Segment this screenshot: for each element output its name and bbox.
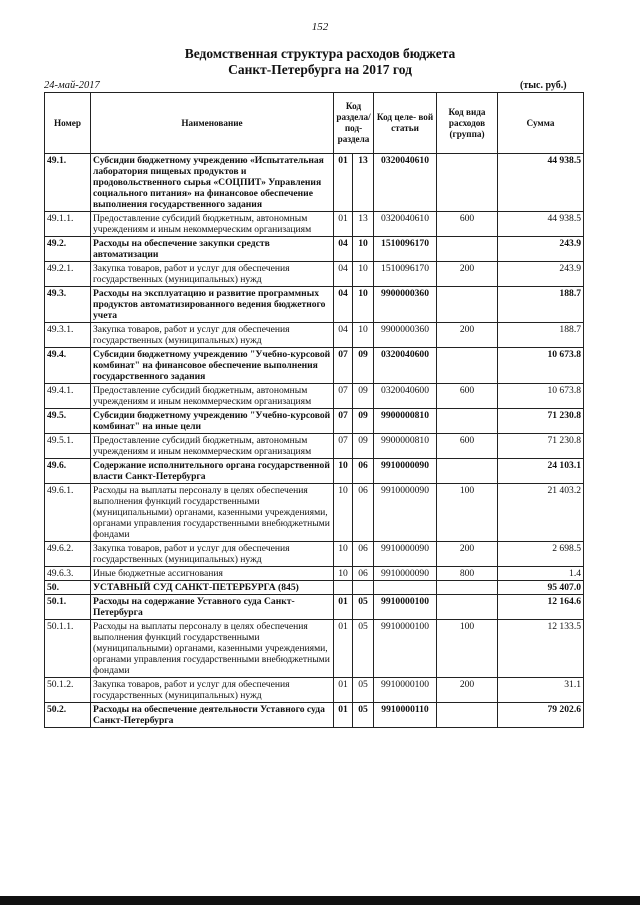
row-section: 10: [334, 542, 353, 567]
row-section: 01: [334, 595, 353, 620]
row-subsection: 09: [353, 348, 374, 384]
table-row: [45, 409, 584, 434]
table-row: [45, 154, 584, 212]
row-target-code: 9910000090: [374, 567, 437, 581]
document-title: [0, 46, 640, 78]
row-name: УСТАВНЫЙ СУД САНКТ-ПЕТЕРБУРГА (845): [91, 581, 334, 595]
row-expense-group: 200: [437, 262, 498, 287]
row-subsection: 09: [353, 409, 374, 434]
header-number: Номер: [45, 93, 91, 154]
row-subsection: 06: [353, 542, 374, 567]
row-sum: 71 230.8: [498, 434, 584, 459]
header-code: Код целе- вой статьи: [374, 93, 437, 154]
row-number: 49.2.1.: [45, 262, 91, 287]
row-subsection: 10: [353, 237, 374, 262]
row-subsection: 13: [353, 212, 374, 237]
row-target-code: 0320040600: [374, 348, 437, 384]
row-expense-group: 800: [437, 567, 498, 581]
row-name: Расходы на выплаты персоналу в целях обеспечения выполнения функций государственными (муниципальными) органами, казенными учреждениями, органами управления государственными внебюджетными фондами: [91, 484, 334, 542]
table-row: [45, 434, 584, 459]
table-row: [45, 703, 584, 728]
row-expense-group: 600: [437, 434, 498, 459]
row-section: 04: [334, 323, 353, 348]
row-sum: 24 103.1: [498, 459, 584, 484]
row-name: Иные бюджетные ассигнования: [91, 567, 334, 581]
row-sum: 12 164.6: [498, 595, 584, 620]
budget-table: [44, 92, 584, 728]
row-sum: 71 230.8: [498, 409, 584, 434]
row-expense-group: 600: [437, 384, 498, 409]
row-number: 49.2.: [45, 237, 91, 262]
row-target-code: 0320040610: [374, 212, 437, 237]
row-section: 04: [334, 262, 353, 287]
row-section: [334, 581, 353, 595]
table-row: [45, 323, 584, 348]
row-number: 49.4.1.: [45, 384, 91, 409]
row-section: 07: [334, 348, 353, 384]
row-expense-group: [437, 703, 498, 728]
row-target-code: 9900000360: [374, 287, 437, 323]
row-subsection: 05: [353, 703, 374, 728]
row-name: Закупка товаров, работ и услуг для обеспечения государственных (муниципальных) нужд: [91, 262, 334, 287]
row-expense-group: [437, 595, 498, 620]
row-target-code: 9900000810: [374, 409, 437, 434]
row-sum: 10 673.8: [498, 348, 584, 384]
row-target-code: 0320040600: [374, 384, 437, 409]
row-expense-group: 600: [437, 212, 498, 237]
row-sum: 21 403.2: [498, 484, 584, 542]
row-number: 49.3.1.: [45, 323, 91, 348]
row-number: 49.5.1.: [45, 434, 91, 459]
row-section: 07: [334, 434, 353, 459]
row-number: 49.6.3.: [45, 567, 91, 581]
row-number: 50.1.2.: [45, 678, 91, 703]
table-row: [45, 567, 584, 581]
table-row: [45, 542, 584, 567]
row-sum: 12 133.5: [498, 620, 584, 678]
table-row: [45, 595, 584, 620]
row-number: 49.4.: [45, 348, 91, 384]
row-sum: 10 673.8: [498, 384, 584, 409]
row-target-code: 0320040610: [374, 154, 437, 212]
row-name: Предоставление субсидий бюджетным, автономным учреждениям и иным некоммерческим организациям: [91, 384, 334, 409]
row-name: Предоставление субсидий бюджетным, автономным учреждениям и иным некоммерческим организациям: [91, 434, 334, 459]
row-section: 04: [334, 237, 353, 262]
row-name: Закупка товаров, работ и услуг для обеспечения государственных (муниципальных) нужд: [91, 542, 334, 567]
row-subsection: 10: [353, 287, 374, 323]
row-sum: 188.7: [498, 287, 584, 323]
row-expense-group: [437, 237, 498, 262]
table-row: [45, 262, 584, 287]
row-sum: 31.1: [498, 678, 584, 703]
title-line-2: Санкт-Петербурга на 2017 год: [228, 62, 412, 77]
header-section: Код раздела/ под- раздела: [334, 93, 374, 154]
row-name: Предоставление субсидий бюджетным, автономным учреждениям и иным некоммерческим организациям: [91, 212, 334, 237]
table-row: [45, 581, 584, 595]
header-name: Наименование: [91, 93, 334, 154]
header-group: Код вида расходов (группа): [437, 93, 498, 154]
row-number: 49.6.2.: [45, 542, 91, 567]
row-expense-group: [437, 287, 498, 323]
row-expense-group: [437, 459, 498, 484]
row-subsection: 06: [353, 459, 374, 484]
row-target-code: 9910000100: [374, 620, 437, 678]
row-sum: 1.4: [498, 567, 584, 581]
row-subsection: 09: [353, 384, 374, 409]
row-expense-group: [437, 409, 498, 434]
row-section: 01: [334, 703, 353, 728]
row-name: Расходы на содержание Уставного суда Санкт-Петербурга: [91, 595, 334, 620]
row-name: Закупка товаров, работ и услуг для обеспечения государственных (муниципальных) нужд: [91, 323, 334, 348]
table-row: [45, 484, 584, 542]
row-section: 10: [334, 567, 353, 581]
row-number: 49.6.1.: [45, 484, 91, 542]
row-sum: 44 938.5: [498, 154, 584, 212]
row-number: 49.1.1.: [45, 212, 91, 237]
table-row: [45, 212, 584, 237]
row-subsection: 10: [353, 323, 374, 348]
row-target-code: 9900000360: [374, 323, 437, 348]
row-target-code: 9910000090: [374, 484, 437, 542]
row-sum: 2 698.5: [498, 542, 584, 567]
table-header-row: [45, 93, 584, 154]
page-number: 152: [311, 21, 329, 33]
row-expense-group: [437, 154, 498, 212]
row-subsection: 05: [353, 620, 374, 678]
table-row: [45, 620, 584, 678]
row-subsection: 05: [353, 678, 374, 703]
row-number: 49.5.: [45, 409, 91, 434]
row-subsection: 06: [353, 567, 374, 581]
row-section: 07: [334, 384, 353, 409]
row-target-code: 1510096170: [374, 237, 437, 262]
header-sum: Сумма: [498, 93, 584, 154]
row-subsection: [353, 581, 374, 595]
row-number: 50.: [45, 581, 91, 595]
row-name: Расходы на эксплуатацию и развитие программных продуктов автоматизированного ведения бюджетного учета: [91, 287, 334, 323]
row-number: 49.3.: [45, 287, 91, 323]
row-expense-group: 200: [437, 542, 498, 567]
row-sum: 188.7: [498, 323, 584, 348]
document-date: 24-май-2017: [44, 80, 100, 91]
row-expense-group: 200: [437, 323, 498, 348]
row-expense-group: 100: [437, 620, 498, 678]
row-number: 50.1.: [45, 595, 91, 620]
row-sum: 44 938.5: [498, 212, 584, 237]
table-row: [45, 384, 584, 409]
row-number: 49.1.: [45, 154, 91, 212]
row-number: 50.2.: [45, 703, 91, 728]
units-label: (тыс. руб.): [520, 80, 567, 91]
row-name: Расходы на выплаты персоналу в целях обеспечения выполнения функций государственными (муниципальными) органами, казенными учреждениями, органами управления государственными внебюджетными фондами: [91, 620, 334, 678]
row-subsection: 09: [353, 434, 374, 459]
row-expense-group: [437, 348, 498, 384]
table-row: [45, 459, 584, 484]
row-section: 07: [334, 409, 353, 434]
row-section: 04: [334, 287, 353, 323]
row-name: Субсидии бюджетному учреждению «Испытательная лаборатория пищевых продуктов и продовольственного сырья «СОЦПИТ» Управления социального питания» на финансовое обеспечение выполнения государственного задания: [91, 154, 334, 212]
table-row: [45, 678, 584, 703]
row-number: 49.6.: [45, 459, 91, 484]
row-section: 10: [334, 484, 353, 542]
row-target-code: 1510096170: [374, 262, 437, 287]
row-subsection: 13: [353, 154, 374, 212]
row-number: 50.1.1.: [45, 620, 91, 678]
row-expense-group: [437, 581, 498, 595]
row-section: 10: [334, 459, 353, 484]
row-target-code: 9910000100: [374, 595, 437, 620]
title-line-1: Ведомственная структура расходов бюджета: [184, 46, 456, 61]
table-row: [45, 348, 584, 384]
row-sum: 79 202.6: [498, 703, 584, 728]
table-row: [45, 237, 584, 262]
row-section: 01: [334, 620, 353, 678]
row-section: 01: [334, 154, 353, 212]
row-name: Субсидии бюджетному учреждению "Учебно-курсовой комбинат" на иные цели: [91, 409, 334, 434]
row-target-code: 9910000090: [374, 542, 437, 567]
row-target-code: 9900000810: [374, 434, 437, 459]
row-name: Расходы на обеспечение закупки средств автоматизации: [91, 237, 334, 262]
row-sum: 243.9: [498, 237, 584, 262]
row-name: Содержание исполнительного органа государственной власти Санкт-Петербурга: [91, 459, 334, 484]
row-subsection: 06: [353, 484, 374, 542]
row-name: Субсидии бюджетному учреждению "Учебно-курсовой комбинат" на финансовое обеспечение выполнения государственного задания: [91, 348, 334, 384]
row-subsection: 10: [353, 262, 374, 287]
row-expense-group: 100: [437, 484, 498, 542]
row-target-code: [374, 581, 437, 595]
row-subsection: 05: [353, 595, 374, 620]
row-sum: 243.9: [498, 262, 584, 287]
row-section: 01: [334, 212, 353, 237]
row-target-code: 9910000090: [374, 459, 437, 484]
table-row: [45, 287, 584, 323]
row-name: Расходы на обеспечение деятельности Уставного суда Санкт-Петербурга: [91, 703, 334, 728]
row-sum: 95 407.0: [498, 581, 584, 595]
row-expense-group: 200: [437, 678, 498, 703]
row-target-code: 9910000110: [374, 703, 437, 728]
page-bottom-edge: [0, 896, 640, 905]
row-target-code: 9910000100: [374, 678, 437, 703]
row-section: 01: [334, 678, 353, 703]
row-name: Закупка товаров, работ и услуг для обеспечения государственных (муниципальных) нужд: [91, 678, 334, 703]
